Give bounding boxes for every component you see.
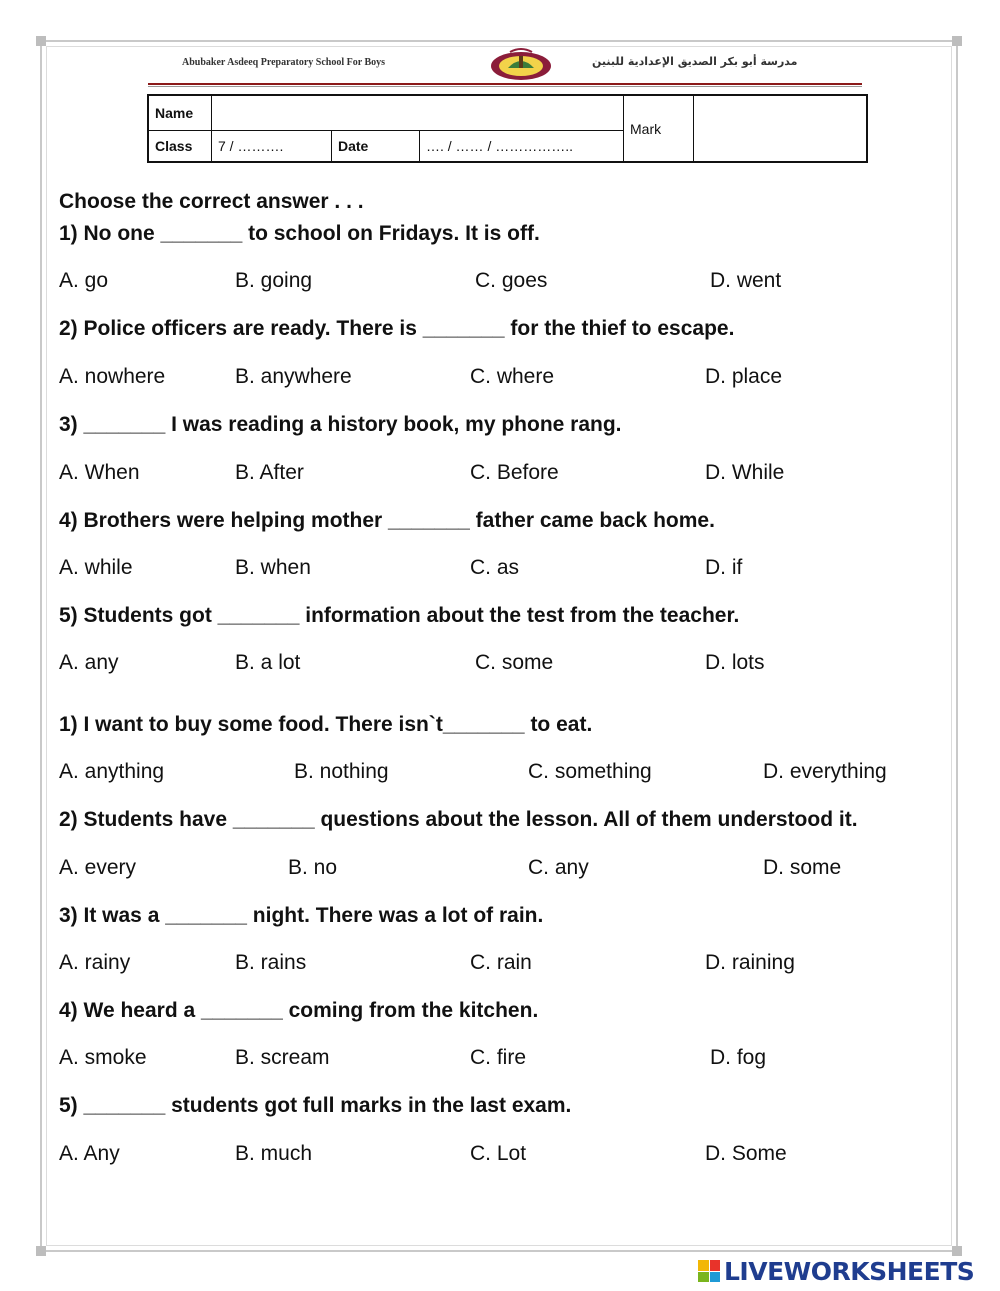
header-rule-thin (148, 86, 862, 87)
answer-option[interactable]: B. much (235, 1142, 313, 1165)
answer-option[interactable]: A. while (59, 556, 133, 579)
answer-option[interactable]: C. Before (470, 461, 559, 484)
answer-option[interactable]: B. no (288, 856, 338, 879)
name-field[interactable] (212, 95, 624, 130)
answer-option[interactable]: A. smoke (59, 1046, 147, 1069)
answer-option[interactable]: B. when (235, 556, 311, 579)
answer-option[interactable]: B. going (235, 269, 313, 292)
question-text: 1) I want to buy some food. There isn`t_______ to eat. (59, 713, 593, 736)
liveworksheets-logo[interactable] (698, 1256, 974, 1286)
answer-option[interactable]: A. Any (59, 1142, 120, 1165)
border-corner (36, 1246, 46, 1256)
answer-option[interactable]: B. a lot (235, 651, 301, 674)
class-field[interactable]: 7 / ………. (212, 130, 332, 162)
header-rule (148, 83, 862, 85)
school-name-arabic: مدرسة أبو بكر الصديق الإعدادية للبنين (592, 55, 798, 68)
border-corner (952, 1246, 962, 1256)
answer-option[interactable]: D. place (705, 365, 783, 388)
date-field[interactable]: …. / …… / …………….. (420, 130, 624, 162)
school-name-english: Abubaker Asdeeq Preparatory School For Boys (182, 57, 386, 68)
answer-option[interactable]: B. nothing (294, 760, 389, 783)
brand-name: LIVEWORKSHEETS (724, 1256, 975, 1286)
answer-option[interactable]: D. raining (705, 951, 795, 974)
answer-option[interactable]: B. After (235, 461, 304, 484)
question-text: 4) Brothers were helping mother _______ father came back home. (59, 509, 715, 532)
answer-option[interactable]: A. any (59, 651, 119, 674)
answer-option[interactable]: C. some (475, 651, 554, 674)
answer-option[interactable]: A. nowhere (59, 365, 166, 388)
answer-option[interactable]: C. as (470, 556, 520, 579)
border-corner (952, 36, 962, 46)
answer-option[interactable]: D. lots (705, 651, 765, 674)
answer-option[interactable]: C. rain (470, 951, 532, 974)
answer-option[interactable]: D. if (705, 556, 743, 579)
question-text: 2) Students have _______ questions about the lesson. All of them understood it. (59, 808, 858, 831)
answer-option[interactable]: A. When (59, 461, 140, 484)
answer-option[interactable]: C. fire (470, 1046, 527, 1069)
answer-option[interactable]: D. Some (705, 1142, 787, 1165)
instruction-text: Choose the correct answer . . . (59, 190, 364, 213)
question-text: 3) It was a _______ night. There was a lot of rain. (59, 904, 544, 927)
answer-option[interactable]: C. something (528, 760, 652, 783)
answer-option[interactable]: D. some (763, 856, 842, 879)
student-info-table (147, 94, 868, 163)
question-text: 5) Students got _______ information about the test from the teacher. (59, 604, 740, 627)
answer-option[interactable]: B. anywhere (235, 365, 352, 388)
answer-option[interactable]: A. anything (59, 760, 165, 783)
question-text: 4) We heard a _______ coming from the kitchen. (59, 999, 539, 1022)
answer-option[interactable]: A. rainy (59, 951, 131, 974)
school-crest-icon (488, 46, 554, 82)
answer-option[interactable]: A. go (59, 269, 109, 292)
question-text: 5) _______ students got full marks in the last exam. (59, 1094, 572, 1117)
answer-option[interactable]: D. everything (763, 760, 887, 783)
name-label: Name (148, 95, 212, 130)
answer-option[interactable]: D. While (705, 461, 785, 484)
answer-option[interactable]: B. rains (235, 951, 307, 974)
answer-option[interactable]: D. went (710, 269, 782, 292)
answer-option[interactable]: D. fog (710, 1046, 767, 1069)
liveworksheets-icon (698, 1260, 720, 1282)
question-text: 1) No one _______ to school on Fridays. It is off. (59, 222, 540, 245)
mark-field[interactable] (694, 95, 868, 162)
answer-option[interactable]: A. every (59, 856, 137, 879)
answer-option[interactable]: C. where (470, 365, 555, 388)
mark-label: Mark (624, 95, 694, 162)
answer-option[interactable]: C. Lot (470, 1142, 527, 1165)
answer-option[interactable]: C. goes (475, 269, 548, 292)
border-corner (36, 36, 46, 46)
question-text: 2) Police officers are ready. There is _______ for the thief to escape. (59, 317, 735, 340)
answer-option[interactable]: B. scream (235, 1046, 330, 1069)
answer-option[interactable]: C. any (528, 856, 589, 879)
class-label: Class (148, 130, 212, 162)
date-label: Date (332, 130, 420, 162)
question-text: 3) _______ I was reading a history book, my phone rang. (59, 413, 622, 436)
